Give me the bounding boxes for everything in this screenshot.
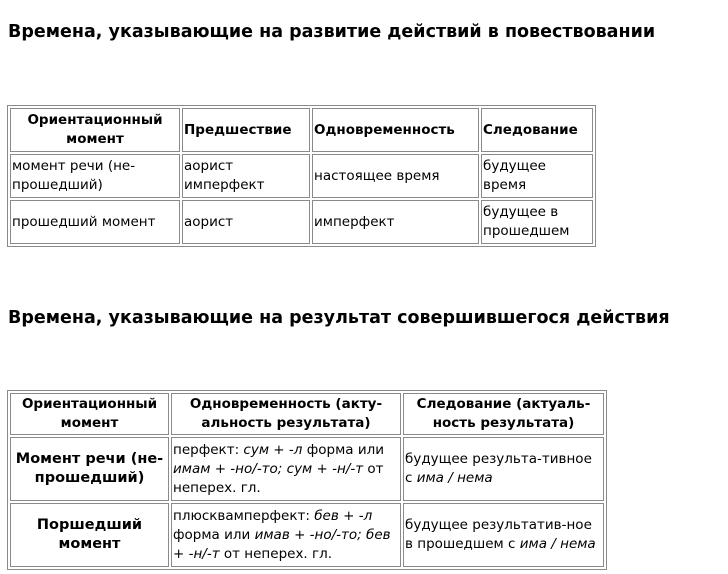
result-tenses-table	[7, 390, 607, 570]
header-precedence: Предшествие	[182, 108, 310, 152]
cell-orientation: Поршедший момент	[10, 503, 169, 567]
cell-text: будущее результатив-ное в прошедшем с	[405, 517, 592, 552]
cell-formula: имав + -но/-то; бев + -н/-т	[173, 526, 391, 562]
header-simultaneity: Одновременность	[312, 108, 479, 152]
cell-text: плюсквамперфект:	[173, 507, 315, 524]
cell-precedence: аорист	[182, 200, 310, 244]
cell-formula: сум + -л	[243, 441, 303, 458]
cell-following	[403, 437, 604, 501]
table-row	[10, 503, 604, 567]
table-header-row	[10, 108, 593, 152]
narrative-tenses-table	[7, 105, 596, 247]
table-row	[10, 154, 593, 198]
header-following: Следование	[481, 108, 593, 152]
cell-orientation: прошедший момент	[10, 200, 180, 244]
cell-formula: бев + -л	[314, 507, 373, 524]
cell-orientation: Момент речи (не-прошедший)	[10, 437, 169, 501]
cell-simultaneity	[171, 503, 401, 567]
cell-text: от неперех. гл.	[219, 545, 333, 562]
heading-narrative-tenses: Времена, указывающие на развитие действий в повествовании	[8, 22, 656, 42]
cell-following: будущее время	[481, 154, 593, 198]
cell-text: от неперех. гл.	[173, 460, 384, 496]
cell-formula: има / нема	[416, 470, 493, 486]
cell-formula: има / нема	[519, 536, 596, 552]
header-orientation: Ориентационный момент	[10, 393, 169, 435]
cell-following: будущее в прошедшем	[481, 200, 593, 244]
table-header-row	[10, 393, 604, 435]
cell-text: форма или	[302, 441, 385, 458]
cell-precedence: аорист имперфект	[182, 154, 310, 198]
header-orientation: Ориентационный момент	[10, 108, 180, 152]
cell-text: будущее результа-тивное с	[405, 451, 592, 486]
cell-text: перфект:	[173, 441, 244, 458]
cell-simultaneity	[171, 437, 401, 501]
header-simultaneity-result: Одновременность (акту-альность результата)	[171, 393, 401, 435]
header-following-result: Следование (актуаль-ность результата)	[403, 393, 604, 435]
cell-text: форма или	[173, 526, 255, 543]
cell-following	[403, 503, 604, 567]
table-row	[10, 437, 604, 501]
cell-formula: имам + -но/-то; сум + -н/-т	[173, 460, 364, 477]
cell-simultaneity: настоящее время	[312, 154, 479, 198]
cell-orientation: момент речи (не-прошедший)	[10, 154, 180, 198]
heading-result-tenses: Времена, указывающие на результат совершившегося действия	[8, 308, 670, 328]
cell-simultaneity: имперфект	[312, 200, 479, 244]
table-row	[10, 200, 593, 244]
